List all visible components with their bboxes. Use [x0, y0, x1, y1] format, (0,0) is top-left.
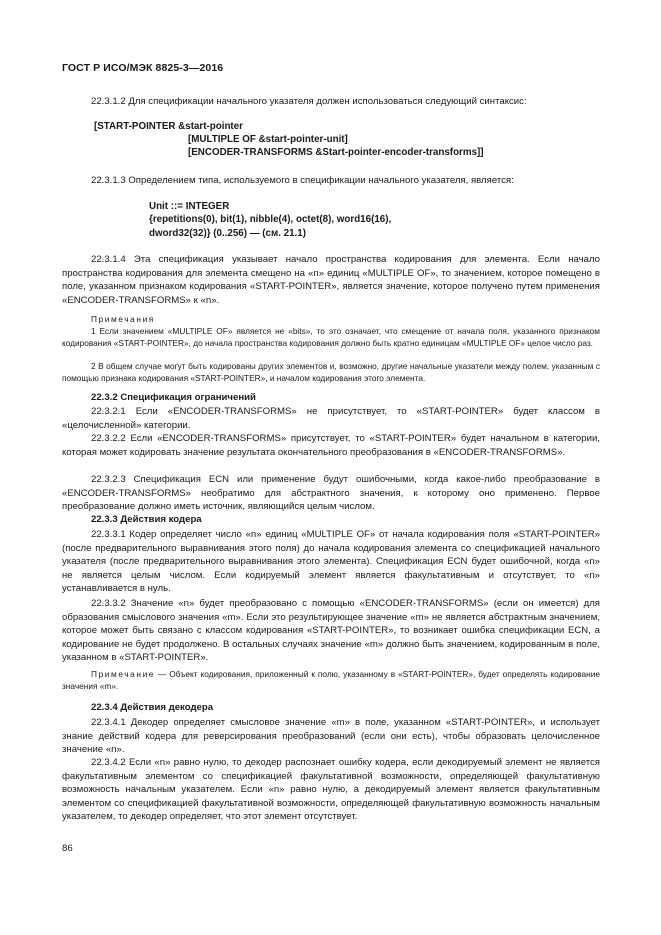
syntax-line-1: [START-POINTER &start-pointer — [94, 121, 243, 132]
syntax-line-3: [ENCODER-TRANSFORMS &Start-pointer-encoder-transforms]] — [188, 147, 484, 158]
section-22-3-2-heading: 22.3.2 Спецификация ограничений — [91, 392, 256, 403]
para-22-3-1-3: 22.3.1.3 Определением типа, используемого в спецификации начального указателя, является: — [91, 175, 514, 186]
para-22-3-4-1: 22.3.4.1 Декодер определяет смысловое значение «m» в поле, указанном «START-POINTER», и использует знание действий кодера для реверсирования преобразований (если они есть), чтобы образовать целочисленное значение «n». — [62, 717, 600, 756]
para-22-3-2-2: 22.3.2.2 Если «ENCODER-TRANSFORMS» присутствует, то «START-POINTER» будет начальном в категории, которая может кодировать значение результата окончательного преобразования в «ENCODER-TRANSFORMS». — [62, 433, 600, 458]
para-22-3-4-2: 22.3.4.2 Если «n» равно нулю, то декодер распознает ошибку кодера, если декодируемый элемент не является факультативным элементом со спецификацией факультативной возможности, определяющей факультативную возможность начальным указателем. Если «n» равно нулю, а декодируемый элемент является факультативным элементом со спецификацией факультативной возможности, определяющей факультативную возможность начальным указателем, то декодер определяет, что этот элемент отсутствует. — [62, 757, 600, 823]
note-1: 1 Если значением «MULTIPLE OF» является не «bits», то это означает, что смещение от начала поля, указанного признаком кодирования «START-POINTER», до начала пространства кодирования должно быть кратно единицам «MULTIPLE OF» целое число раз. — [62, 326, 600, 348]
para-22-3-3-2: 22.3.3.2 Значение «n» будет преобразовано с помощью «ENCODER-TRANSFORMS» (если он имеется) для образования смыслового значения «m». Если это результирующее значение «m» не является абстрактным значением, которое может быть связано с классом кодирования «START-POINTER», то возникает ошибка спецификации ECN, а кодирование не будет продолжено. В остальных случаях значение «m» должно быть значением, кодированным в поле, указанном в «START-POINTER». — [62, 598, 600, 664]
note-3-title: Примечание — [91, 669, 156, 679]
para-22-3-3-1: 22.3.3.1 Кодер определяет число «n» единиц «MULTIPLE OF» от начала кодирования поля «START-POINTER» (после предварительного выравнивания этого поля) до начала кодирования элемента со спецификацией начального указателя (после предварительного выравнивания этого элемента). Спецификация ECN будет ошибочной, когда «n» не является целым числом. Если кодируемый элемент является факультативным и отсутствует, то «n» устанавливается в нуль. — [62, 529, 600, 595]
page-number: 86 — [62, 843, 73, 854]
para-22-3-1-4: 22.3.1.4 Эта спецификация указывает начало пространства кодирования для элемента. Если начало пространства кодирования для элемента смещено на «n» единиц «MULTIPLE OF», то значением, которое помещено в поле, указанном признаком кодирования «START-POINTER», является значение, которое получено путем применения «ENCODER-TRANSFORMS» к «n». — [62, 254, 600, 306]
document-header: ГОСТ Р ИСО/МЭК 8825-3—2016 — [62, 62, 224, 74]
para-22-3-2-3: 22.3.2.3 Спецификация ECN или применение будут ошибочными, когда какое-либо преобразование в «ENCODER-TRANSFORMS» необратимо для абстрактного значения, к которому оно применено. Первое преобразование должно иметь источник, являющийся целым числом. — [62, 474, 600, 513]
note-3 — [62, 669, 600, 692]
unit-def-line-1: Unit ::= INTEGER — [149, 201, 230, 212]
section-22-3-4-heading: 22.3.4 Действия декодера — [91, 702, 214, 713]
section-22-3-3-heading: 22.3.3 Действия кодера — [91, 514, 202, 525]
syntax-line-2: [MULTIPLE OF &start-pointer-unit] — [188, 134, 348, 145]
unit-def-line-2: {repetitions(0), bit(1), nibble(4), octet(8), word16(16), — [149, 214, 392, 225]
note-2: 2 В общем случае могут быть кодированы других элементов и, возможно, другие начальные указатели между полем, указанным с помощью признака кодирования «START-POINTER», и началом кодирования этого элемента. — [62, 361, 600, 383]
note-3-text: — Объект кодирования, приложенный к полю, указанному в «START-POINTER», будет определять кодирование значения «m». — [62, 669, 600, 691]
para-22-3-1-2: 22.3.1.2 Для спецификации начального указателя должен использоваться следующий синтаксис: — [91, 96, 527, 107]
unit-def-line-3: dword32(32)} (0..256) — (см. 21.1) — [149, 228, 306, 239]
para-22-3-2-1: 22.3.2.1 Если «ENCODER-TRANSFORMS» не присутствует, то «START-POINTER» будет классом в «целочисленной» категории. — [62, 406, 600, 431]
notes-title: Примечания — [91, 314, 155, 324]
